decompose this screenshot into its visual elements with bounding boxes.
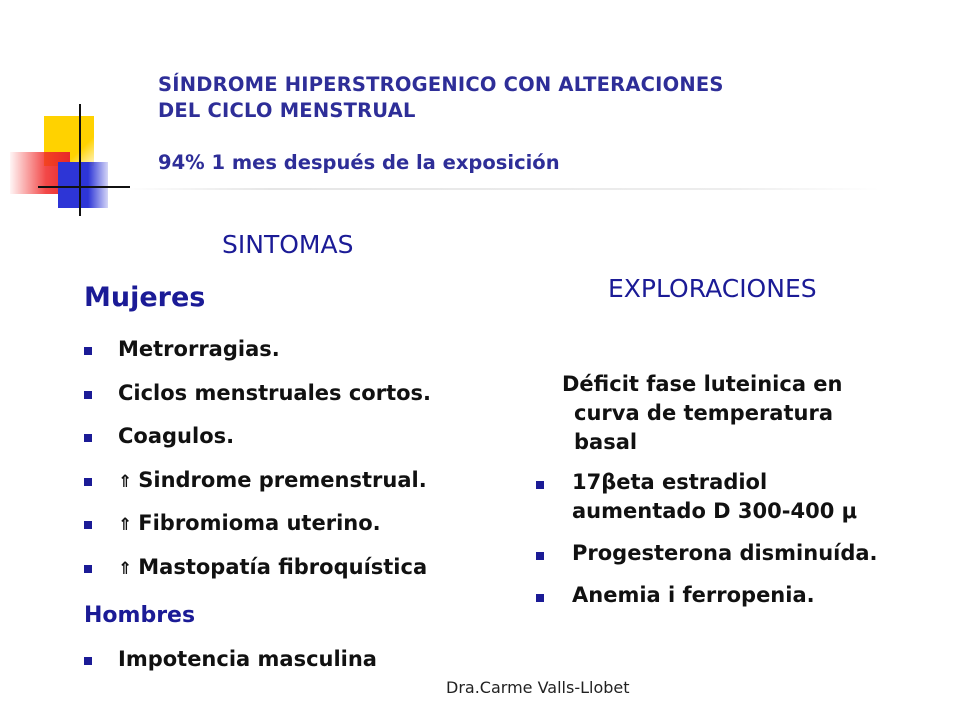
exploraciones-list	[572, 468, 878, 623]
title-line-1: SÍNDROME HIPERSTROGENICO CON ALTERACIONES	[158, 73, 724, 96]
list-item-text: Ciclos menstruales cortos.	[118, 380, 432, 405]
list-item	[118, 335, 431, 379]
list-item	[118, 466, 431, 510]
mujeres-list	[118, 335, 431, 596]
deficit-text	[562, 370, 843, 457]
up-arrow-icon: ⇑	[118, 471, 133, 492]
list-item	[118, 553, 431, 597]
title-line-2: DEL CICLO MENSTRUAL	[158, 99, 416, 122]
vertical-line	[79, 104, 81, 216]
list-item-text: Sindrome premenstrual.	[138, 467, 427, 492]
title-block	[158, 72, 898, 176]
list-item	[118, 645, 377, 673]
square-bullet-icon	[84, 391, 92, 399]
mujeres-heading: Mujeres	[84, 282, 206, 313]
hombres-heading: Hombres	[84, 603, 196, 628]
exploraciones-heading: EXPLORACIONES	[608, 274, 817, 303]
blue-square	[58, 162, 108, 208]
square-bullet-icon	[84, 347, 92, 355]
list-item-text: Mastopatía fibroquística	[138, 554, 428, 579]
square-bullet-icon	[84, 434, 92, 442]
list-item-text: Anemia i ferropenia.	[572, 583, 815, 607]
footer-author: Dra.Carme Valls-Llobet	[446, 678, 630, 697]
deficit-line-2: curva de temperatura	[574, 401, 833, 425]
sintomas-heading: SINTOMAS	[222, 230, 354, 259]
horizontal-line	[38, 186, 130, 188]
subtitle: 94% 1 mes después de la exposición	[158, 151, 560, 174]
list-item-text: 17βeta estradiol	[572, 470, 768, 494]
square-bullet-icon	[84, 565, 92, 573]
list-item-text: Coagulos.	[118, 424, 235, 448]
logo-decoration	[0, 90, 140, 230]
list-item	[572, 581, 878, 610]
list-item-text: Impotencia masculina	[118, 647, 377, 671]
list-item-text: Progesterona disminuída.	[572, 541, 878, 565]
list-item-text: Metrorragias.	[118, 337, 280, 361]
square-bullet-icon	[84, 521, 92, 529]
title-divider	[120, 188, 880, 190]
list-item	[118, 379, 431, 423]
square-bullet-icon	[536, 481, 544, 489]
hombres-list	[118, 645, 377, 673]
square-bullet-icon	[536, 552, 544, 560]
deficit-line-1: Déficit fase luteinica en	[562, 372, 843, 396]
list-item-text: Fibromioma uterino.	[138, 511, 381, 535]
list-item	[118, 509, 431, 553]
list-item	[118, 422, 431, 466]
up-arrow-icon: ⇑	[118, 558, 133, 579]
deficit-line-3: basal	[574, 430, 638, 454]
up-arrow-icon: ⇑	[118, 515, 133, 535]
list-item	[572, 539, 878, 568]
square-bullet-icon	[84, 478, 92, 486]
square-bullet-icon	[84, 657, 92, 665]
list-item-text-continued: aumentado D 300-400 μ	[572, 499, 858, 523]
square-bullet-icon	[536, 594, 544, 602]
list-item	[572, 468, 878, 526]
